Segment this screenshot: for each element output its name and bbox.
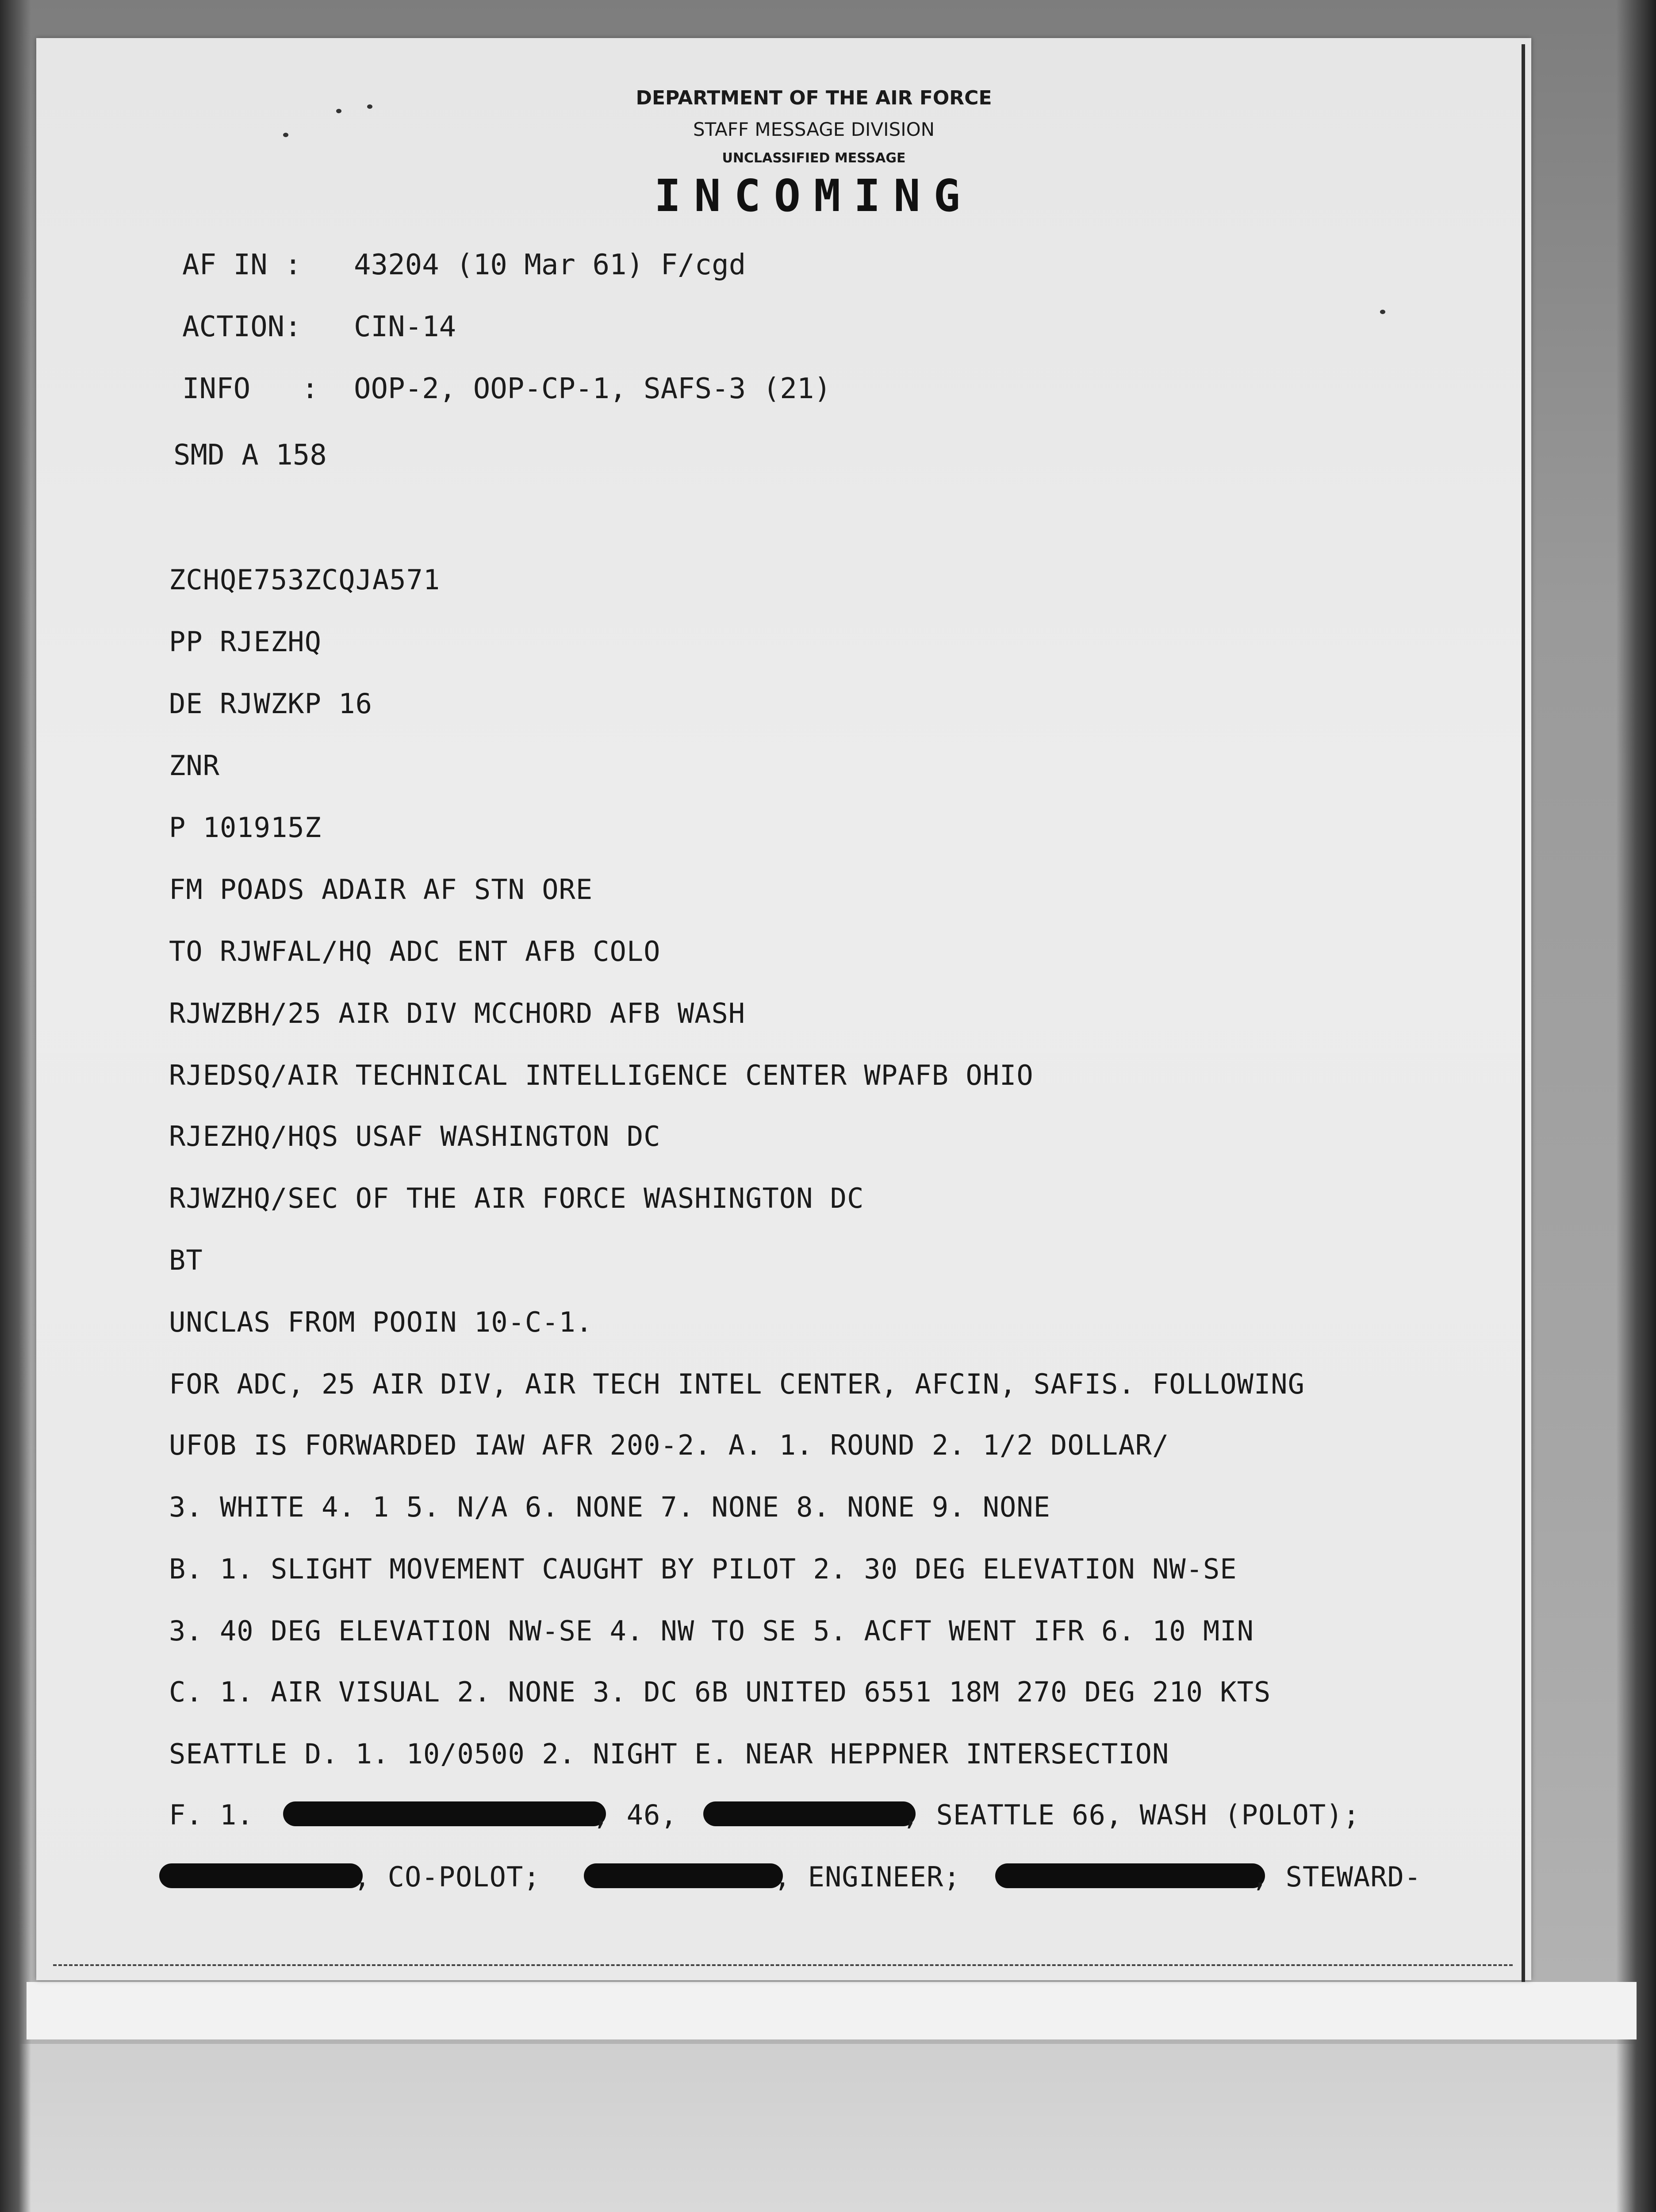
line-f-age: , 46, [593, 1799, 678, 1831]
classification-heading: UNCLASSIFIED MESSAGE [722, 150, 906, 166]
message-line: SEATTLE D. 1. 10/0500 2. NIGHT E. NEAR HEPPNER INTERSECTION [169, 1738, 1169, 1770]
line-crew-steward: , STEWARD- [1252, 1861, 1422, 1893]
message-line: UFOB IS FORWARDED IAW AFR 200-2. A. 1. ROUND 2. 1/2 DOLLAR/ [169, 1429, 1169, 1461]
message-line: UNCLAS FROM POOIN 10-C-1. [169, 1306, 593, 1338]
scan-speck [1380, 310, 1385, 314]
redaction-bar [995, 1863, 1265, 1888]
af-in-label: AF IN : [182, 249, 302, 281]
redaction-bar [703, 1801, 916, 1826]
info-label: INFO : [182, 373, 319, 405]
message-line: DE RJWZKP 16 [169, 687, 372, 720]
redaction-bar [159, 1863, 363, 1888]
department-heading: DEPARTMENT OF THE AIR FORCE [636, 87, 992, 109]
info-value: OOP-2, OOP-CP-1, SAFS-3 (21) [354, 373, 831, 405]
scan-edge-left [0, 0, 31, 2212]
smd-number: SMD A 158 [173, 439, 327, 472]
scan-speck [336, 109, 341, 113]
division-heading: STAFF MESSAGE DIVISION [693, 119, 935, 140]
line-crew-engineer: , ENGINEER; [774, 1861, 961, 1893]
scanner-bed [18, 2044, 1645, 2212]
scan-edge-right [1616, 0, 1656, 2212]
incoming-title: INCOMING [654, 170, 974, 222]
message-line: RJWZHQ/SEC OF THE AIR FORCE WASHINGTON DC [169, 1182, 864, 1214]
action-value: CIN-14 [354, 311, 456, 343]
message-line: FM POADS ADAIR AF STN ORE [169, 873, 593, 906]
redaction-bar [283, 1801, 606, 1826]
paper-lower-strip [27, 1982, 1637, 2039]
message-line: TO RJWFAL/HQ ADC ENT AFB COLO [169, 935, 661, 968]
redaction-bar [584, 1863, 783, 1888]
line-f-prefix: F. 1. [169, 1799, 254, 1831]
message-line: ZCHQE753ZCQJA571 [169, 564, 441, 596]
message-line: RJEZHQ/HQS USAF WASHINGTON DC [169, 1120, 661, 1152]
message-line: P 101915Z [169, 811, 322, 844]
af-in-value: 43204 (10 Mar 61) F/cgd [354, 249, 746, 281]
message-line: B. 1. SLIGHT MOVEMENT CAUGHT BY PILOT 2. 30 DEG ELEVATION NW-SE [169, 1553, 1237, 1585]
message-line: PP RJEZHQ [169, 626, 322, 658]
message-line: ZNR [169, 749, 220, 782]
message-line: C. 1. AIR VISUAL 2. NONE 3. DC 6B UNITED 6551 18M 270 DEG 210 KTS [169, 1676, 1271, 1708]
action-label: ACTION: [182, 311, 302, 343]
message-line: RJWZBH/25 AIR DIV MCCHORD AFB WASH [169, 997, 746, 1029]
scan-speck [283, 133, 288, 137]
line-crew-copilot: , CO-POLOT; [354, 1861, 540, 1893]
message-line: RJEDSQ/AIR TECHNICAL INTELLIGENCE CENTER WPAFB OHIO [169, 1059, 1034, 1091]
scan-speck [367, 104, 372, 109]
message-line: 3. WHITE 4. 1 5. N/A 6. NONE 7. NONE 8. NONE 9. NONE [169, 1491, 1051, 1523]
line-f-location: , SEATTLE 66, WASH (POLOT); [902, 1799, 1360, 1831]
sheet-right-border [1522, 44, 1525, 1982]
message-line: FOR ADC, 25 AIR DIV, AIR TECH INTEL CENTER, AFCIN, SAFIS. FOLLOWING [169, 1368, 1305, 1400]
message-line: BT [169, 1244, 203, 1276]
message-line: 3. 40 DEG ELEVATION NW-SE 4. NW TO SE 5. ACFT WENT IFR 6. 10 MIN [169, 1615, 1254, 1647]
perforation-line [53, 1964, 1513, 1966]
